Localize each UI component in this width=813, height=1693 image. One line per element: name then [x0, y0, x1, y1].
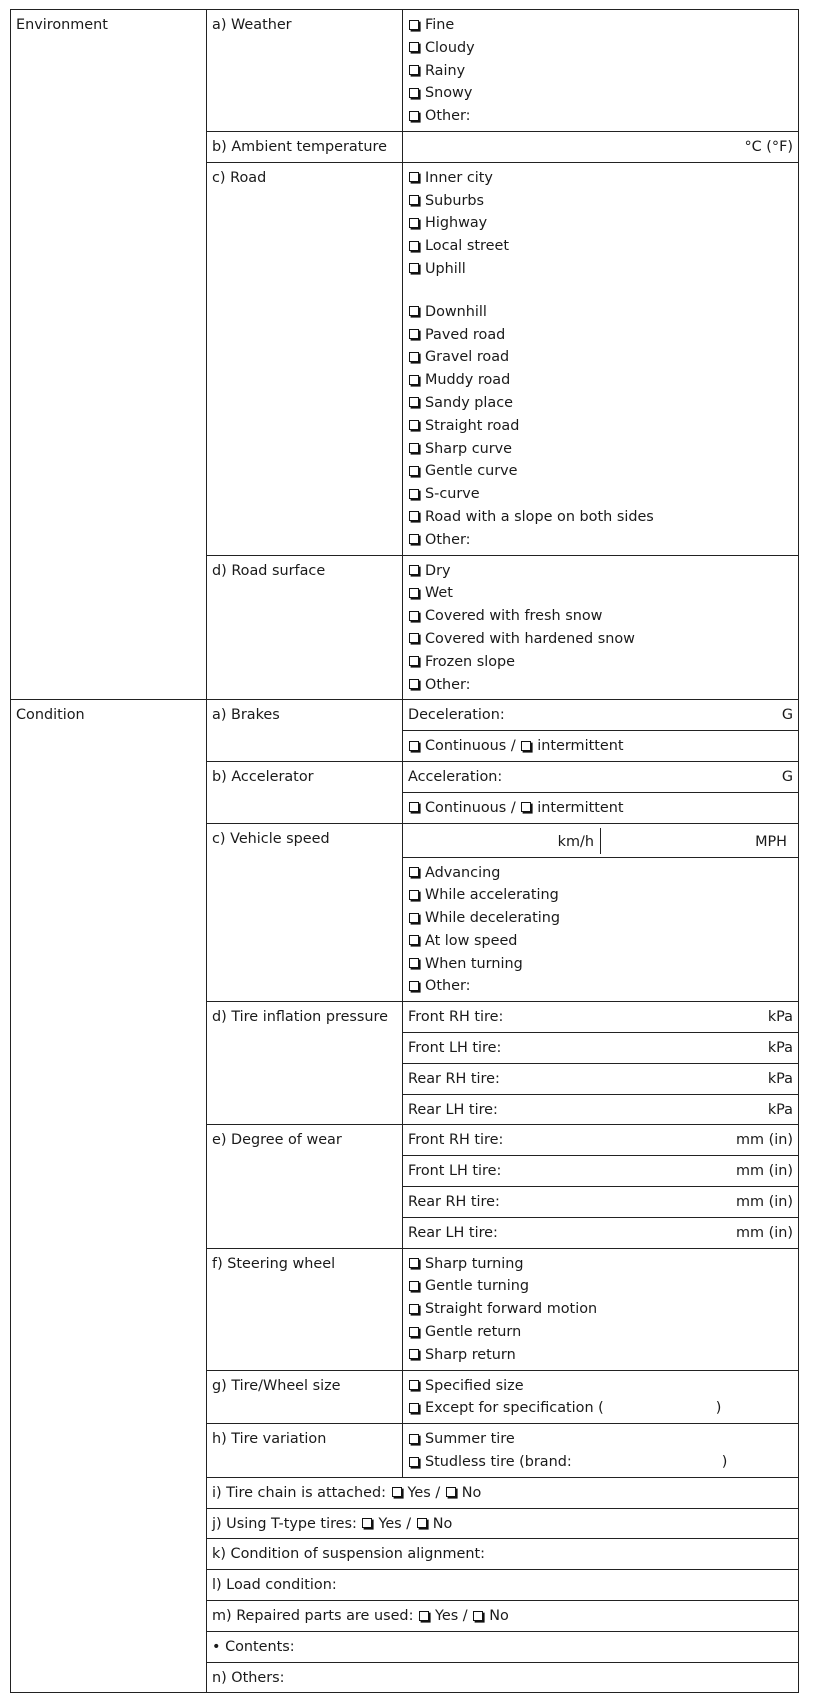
temperature-unit: °C (°F) — [744, 138, 793, 155]
checkbox-icon[interactable] — [409, 802, 419, 812]
section-condition: Condition — [11, 700, 207, 1693]
road-surface-options — [403, 555, 799, 700]
option-summer-tire[interactable]: Summer tire — [408, 1428, 793, 1451]
option-dry[interactable]: Dry — [408, 560, 793, 583]
t-type-tires-row: j) Using T-type tires: Yes / No — [207, 1508, 799, 1539]
spacer — [408, 281, 793, 301]
option-frozen-slope[interactable]: Frozen slope — [408, 651, 793, 674]
inspection-form — [10, 9, 799, 1693]
option-s-curve[interactable]: S-curve — [408, 483, 793, 506]
checkbox-icon[interactable] — [409, 420, 419, 430]
option-surface-other[interactable]: Other: — [408, 674, 793, 697]
checkbox-icon[interactable] — [409, 890, 419, 900]
pressure-rear-lh-field[interactable]: Rear LH tire: kPa — [403, 1094, 799, 1125]
option-road-other[interactable]: Other: — [408, 529, 793, 552]
checkbox-icon[interactable] — [409, 466, 419, 476]
checkbox-icon[interactable] — [409, 1281, 419, 1291]
option-wet[interactable]: Wet — [408, 582, 793, 605]
accelerator-mode: Continuous / intermittent — [403, 792, 799, 823]
checkbox-icon[interactable] — [409, 679, 419, 689]
checkbox-icon[interactable] — [409, 1349, 419, 1359]
degree-of-wear-label: e) Degree of wear — [207, 1125, 403, 1248]
checkbox-icon[interactable] — [409, 1457, 419, 1467]
checkbox-icon[interactable] — [409, 329, 419, 339]
option-studless-tire[interactable]: Studless tire (brand: ) — [408, 1451, 793, 1474]
checkbox-icon[interactable] — [409, 88, 419, 98]
tire-chain-row: i) Tire chain is attached: Yes / No — [207, 1477, 799, 1508]
checkbox-icon[interactable] — [409, 1403, 419, 1413]
speed-mph-field[interactable]: MPH — [755, 833, 787, 850]
option-accelerating[interactable]: While accelerating — [408, 884, 793, 907]
option-straight-forward[interactable]: Straight forward motion — [408, 1298, 793, 1321]
checkbox-icon[interactable] — [409, 867, 419, 877]
checkbox-icon[interactable] — [409, 65, 419, 75]
checkbox-icon[interactable] — [409, 352, 419, 362]
checkbox-icon[interactable] — [409, 1258, 419, 1268]
tire-size-options — [403, 1370, 799, 1424]
checkbox-icon[interactable] — [409, 241, 419, 251]
checkbox-icon[interactable] — [409, 611, 419, 621]
tire-wheel-size-label: g) Tire/Wheel size — [207, 1370, 403, 1424]
section-environment: Environment — [11, 10, 207, 700]
option-turning[interactable]: When turning — [408, 953, 793, 976]
option-local-street[interactable]: Local street — [408, 235, 793, 258]
accelerator-label: b) Accelerator — [207, 761, 403, 823]
checkbox-icon[interactable] — [409, 511, 419, 521]
checkbox-icon[interactable] — [409, 565, 419, 575]
checkbox-icon[interactable] — [409, 375, 419, 385]
option-straight-road[interactable]: Straight road — [408, 415, 793, 438]
pressure-front-lh-field[interactable]: Front LH tire: kPa — [403, 1033, 799, 1064]
wear-rear-lh-field[interactable]: Rear LH tire: mm (in) — [403, 1217, 799, 1248]
weather-label: a) Weather — [207, 10, 403, 132]
option-sharp-return[interactable]: Sharp return — [408, 1344, 793, 1367]
brakes-label: a) Brakes — [207, 700, 403, 762]
option-rainy[interactable]: Rainy — [408, 60, 793, 83]
option-sharp-curve[interactable]: Sharp curve — [408, 438, 793, 461]
pressure-rear-rh-field[interactable]: Rear RH tire: kPa — [403, 1063, 799, 1094]
checkbox-icon[interactable] — [409, 263, 419, 273]
checkbox-icon[interactable] — [409, 958, 419, 968]
checkbox-icon[interactable] — [409, 1327, 419, 1337]
checkbox-icon[interactable] — [409, 1434, 419, 1444]
checkbox-icon[interactable] — [521, 802, 531, 812]
load-condition-row[interactable]: l) Load condition: — [207, 1570, 799, 1601]
vehicle-speed-label: c) Vehicle speed — [207, 823, 403, 1002]
checkbox-icon[interactable] — [417, 1518, 427, 1528]
repaired-parts-row: m) Repaired parts are used: Yes / No — [207, 1601, 799, 1632]
option-cloudy[interactable]: Cloudy — [408, 37, 793, 60]
option-fine[interactable]: Fine — [408, 14, 793, 37]
option-paved-road[interactable]: Paved road — [408, 324, 793, 347]
checkbox-icon[interactable] — [409, 588, 419, 598]
option-gentle-curve[interactable]: Gentle curve — [408, 460, 793, 483]
vehicle-speed-options — [403, 857, 799, 1002]
road-label: c) Road — [207, 162, 403, 555]
checkbox-icon[interactable] — [362, 1518, 372, 1528]
pressure-front-rh-field[interactable]: Front RH tire: kPa — [403, 1002, 799, 1033]
option-sharp-turning[interactable]: Sharp turning — [408, 1253, 793, 1276]
option-uphill[interactable]: Uphill — [408, 258, 793, 281]
steering-wheel-label: f) Steering wheel — [207, 1248, 403, 1370]
checkbox-icon[interactable] — [409, 656, 419, 666]
suspension-alignment-row[interactable]: k) Condition of suspension alignment: — [207, 1539, 799, 1570]
ambient-temperature-label: b) Ambient temperature — [207, 131, 403, 162]
checkbox-icon[interactable] — [409, 981, 419, 991]
checkbox-icon[interactable] — [409, 741, 419, 751]
contents-row[interactable]: • Contents: — [207, 1631, 799, 1662]
steering-options — [403, 1248, 799, 1370]
road-surface-label: d) Road surface — [207, 555, 403, 700]
checkbox-icon[interactable] — [409, 195, 419, 205]
checkbox-icon[interactable] — [409, 1304, 419, 1314]
speed-kmh-field[interactable]: km/h — [408, 828, 601, 854]
checkbox-icon[interactable] — [521, 741, 531, 751]
wear-front-rh-field[interactable]: Front RH tire: mm (in) — [403, 1125, 799, 1156]
checkbox-icon[interactable] — [409, 172, 419, 182]
option-decelerating[interactable]: While decelerating — [408, 907, 793, 930]
weather-options — [403, 10, 799, 132]
option-suburbs[interactable]: Suburbs — [408, 190, 793, 213]
acceleration-field[interactable]: Acceleration: G — [403, 761, 799, 792]
option-snowy[interactable]: Snowy — [408, 82, 793, 105]
tire-pressure-label: d) Tire inflation pressure — [207, 1002, 403, 1125]
checkbox-icon[interactable] — [409, 306, 419, 316]
option-downhill[interactable]: Downhill — [408, 301, 793, 324]
checkbox-icon[interactable] — [473, 1611, 483, 1621]
checkbox-icon[interactable] — [409, 218, 419, 228]
checkbox-icon[interactable] — [419, 1611, 429, 1621]
option-weather-other[interactable]: Other: — [408, 105, 793, 128]
option-gentle-return[interactable]: Gentle return — [408, 1321, 793, 1344]
option-road-with-slope[interactable]: Road with a slope on both sides — [408, 506, 793, 529]
option-hardened-snow[interactable]: Covered with hardened snow — [408, 628, 793, 651]
checkbox-icon[interactable] — [409, 42, 419, 52]
ambient-temperature-field[interactable] — [403, 131, 799, 162]
option-except-specification[interactable]: Except for specification ( ) — [408, 1397, 793, 1420]
option-speed-other[interactable]: Other: — [408, 975, 793, 998]
tire-variation-options — [403, 1424, 799, 1478]
checkbox-icon[interactable] — [409, 913, 419, 923]
wear-rear-rh-field[interactable]: Rear RH tire: mm (in) — [403, 1187, 799, 1218]
option-specified-size[interactable]: Specified size — [408, 1375, 793, 1398]
checkbox-icon[interactable] — [409, 443, 419, 453]
option-sandy-place[interactable]: Sandy place — [408, 392, 793, 415]
checkbox-icon[interactable] — [409, 20, 419, 30]
option-inner-city[interactable]: Inner city — [408, 167, 793, 190]
brakes-mode: Continuous / intermittent — [403, 731, 799, 762]
checkbox-icon[interactable] — [409, 935, 419, 945]
option-advancing[interactable]: Advancing — [408, 862, 793, 885]
checkbox-icon[interactable] — [409, 633, 419, 643]
speed-fields — [403, 823, 799, 857]
option-low-speed[interactable]: At low speed — [408, 930, 793, 953]
deceleration-field[interactable]: Deceleration: G — [403, 700, 799, 731]
tire-variation-label: h) Tire variation — [207, 1424, 403, 1478]
option-gravel-road[interactable]: Gravel road — [408, 346, 793, 369]
checkbox-icon[interactable] — [409, 397, 419, 407]
road-options — [403, 162, 799, 555]
option-gentle-turning[interactable]: Gentle turning — [408, 1275, 793, 1298]
checkbox-icon[interactable] — [409, 1380, 419, 1390]
option-muddy-road[interactable]: Muddy road — [408, 369, 793, 392]
option-fresh-snow[interactable]: Covered with fresh snow — [408, 605, 793, 628]
checkbox-icon[interactable] — [409, 111, 419, 121]
checkbox-icon[interactable] — [446, 1487, 456, 1497]
wear-front-lh-field[interactable]: Front LH tire: mm (in) — [403, 1156, 799, 1187]
others-row[interactable]: n) Others: — [207, 1662, 799, 1693]
option-highway[interactable]: Highway — [408, 212, 793, 235]
checkbox-icon[interactable] — [409, 489, 419, 499]
checkbox-icon[interactable] — [409, 534, 419, 544]
checkbox-icon[interactable] — [392, 1487, 402, 1497]
